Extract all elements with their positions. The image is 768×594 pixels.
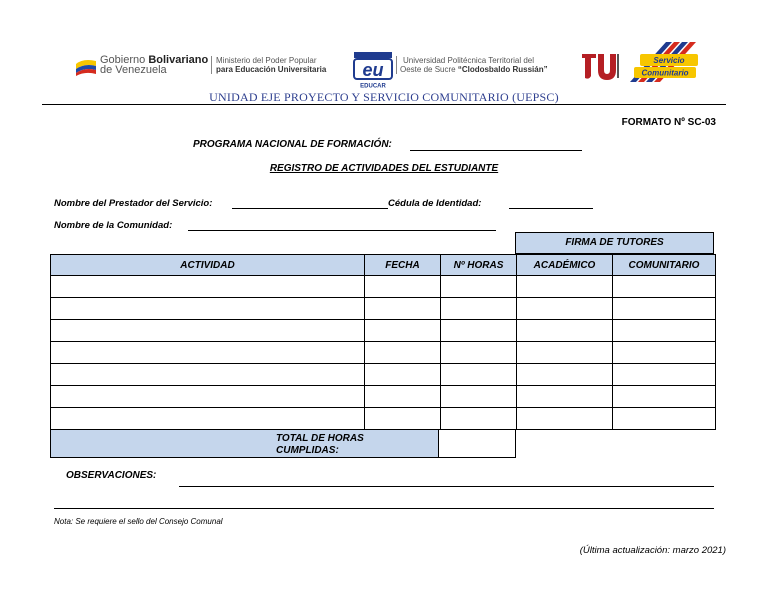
cell-fecha[interactable] xyxy=(365,408,441,430)
cell-horas[interactable] xyxy=(441,276,517,298)
nota-text: Nota: Se requiere el sello del Consejo Comunal xyxy=(54,517,223,526)
header-rule xyxy=(42,104,726,105)
cell-actividad[interactable] xyxy=(51,386,365,408)
venezuela-flag-icon xyxy=(75,58,97,76)
firma-tutores-header: FIRMA DE TUTORES xyxy=(515,232,714,254)
registro-title: REGISTRO DE ACTIVIDADES DEL ESTUDIANTE xyxy=(269,163,499,174)
cell-actividad[interactable] xyxy=(51,364,365,386)
comunidad-label: Nombre de la Comunidad: xyxy=(54,220,173,231)
cell-fecha[interactable] xyxy=(365,298,441,320)
prestador-label: Nombre del Prestador del Servicio: xyxy=(54,198,213,209)
cell-actividad[interactable] xyxy=(51,298,365,320)
cell-horas[interactable] xyxy=(441,342,517,364)
upt-line2: Oeste de Sucre “Clodosbaldo Russián” xyxy=(400,65,548,74)
gobierno-line2: de Venezuela xyxy=(100,64,167,76)
cell-horas[interactable] xyxy=(441,386,517,408)
cell-comunitario[interactable] xyxy=(613,276,716,298)
eu-logo-text: eu xyxy=(362,60,384,80)
header-divider-2 xyxy=(396,56,397,74)
total-horas-field[interactable] xyxy=(438,429,516,458)
table-row xyxy=(51,408,716,430)
cell-comunitario[interactable] xyxy=(613,386,716,408)
table-row xyxy=(51,364,716,386)
table-header-row xyxy=(51,255,716,276)
cell-actividad[interactable] xyxy=(51,408,365,430)
upt-line1: Universidad Politécnica Territorial del xyxy=(403,56,535,65)
total-horas-label xyxy=(50,429,439,458)
cedula-field[interactable] xyxy=(509,208,593,209)
cell-fecha[interactable] xyxy=(365,320,441,342)
cell-actividad[interactable] xyxy=(51,342,365,364)
cedula-label: Cédula de Identidad: xyxy=(388,198,482,209)
col-horas: Nº HORAS xyxy=(441,255,517,276)
table-row xyxy=(51,276,716,298)
cell-horas[interactable] xyxy=(441,298,517,320)
col-comunitario: COMUNITARIO xyxy=(613,255,716,276)
observaciones-label: OBSERVACIONES: xyxy=(66,470,157,481)
programa-field[interactable] xyxy=(410,150,582,151)
table-row xyxy=(51,386,716,408)
total-line1: TOTAL DE HORAS xyxy=(276,433,364,444)
cell-comunitario[interactable] xyxy=(613,364,716,386)
cell-comunitario[interactable] xyxy=(613,298,716,320)
ministerio-line1: Ministerio del Poder Popular xyxy=(216,56,317,65)
cell-horas[interactable] xyxy=(441,320,517,342)
sc-logo-text-1: Servicio xyxy=(653,56,685,65)
table-row xyxy=(51,298,716,320)
cell-actividad[interactable] xyxy=(51,276,365,298)
cell-academico[interactable] xyxy=(517,298,613,320)
prestador-field[interactable] xyxy=(232,208,388,209)
last-update: (Última actualización: marzo 2021) xyxy=(579,545,726,556)
cell-fecha[interactable] xyxy=(365,276,441,298)
observaciones-line-2[interactable] xyxy=(54,508,714,509)
sc-logo-text-2: Comunitario xyxy=(641,68,689,78)
cell-academico[interactable] xyxy=(517,364,613,386)
cell-academico[interactable] xyxy=(517,320,613,342)
cell-academico[interactable] xyxy=(517,408,613,430)
cell-comunitario[interactable] xyxy=(613,408,716,430)
table-row xyxy=(51,320,716,342)
cell-academico[interactable] xyxy=(517,386,613,408)
cell-comunitario[interactable] xyxy=(613,320,716,342)
servicio-comunitario-logo xyxy=(626,36,708,88)
educar-logo xyxy=(352,50,394,90)
activities-table xyxy=(50,254,716,430)
eu-logo-sub: EDUCAR xyxy=(360,83,386,90)
comunidad-field[interactable] xyxy=(188,230,496,231)
cell-fecha[interactable] xyxy=(365,342,441,364)
formato-code: FORMATO Nº SC-03 xyxy=(621,117,716,128)
cell-academico[interactable] xyxy=(517,342,613,364)
cell-academico[interactable] xyxy=(517,276,613,298)
cell-horas[interactable] xyxy=(441,408,517,430)
gobierno-line1: Gobierno Bolivariano xyxy=(100,54,209,66)
col-fecha: FECHA xyxy=(365,255,441,276)
upt-logo-icon xyxy=(580,50,620,82)
cell-fecha[interactable] xyxy=(365,364,441,386)
programa-label: PROGRAMA NACIONAL DE FORMACIÓN: xyxy=(193,139,392,150)
table-row xyxy=(51,342,716,364)
col-academico: ACADÉMICO xyxy=(517,255,613,276)
cell-comunitario[interactable] xyxy=(613,342,716,364)
cell-fecha[interactable] xyxy=(365,386,441,408)
unit-title: UNIDAD EJE PROYECTO Y SERVICIO COMUNITARIO (UEPSC) xyxy=(209,90,559,104)
header-divider xyxy=(211,56,212,74)
cell-actividad[interactable] xyxy=(51,320,365,342)
col-actividad: ACTIVIDAD xyxy=(51,255,365,276)
total-line2: CUMPLIDAS: xyxy=(276,445,339,456)
observaciones-line-1[interactable] xyxy=(179,486,714,487)
ministerio-line2: para Educación Universitaria xyxy=(216,65,327,74)
cell-horas[interactable] xyxy=(441,364,517,386)
